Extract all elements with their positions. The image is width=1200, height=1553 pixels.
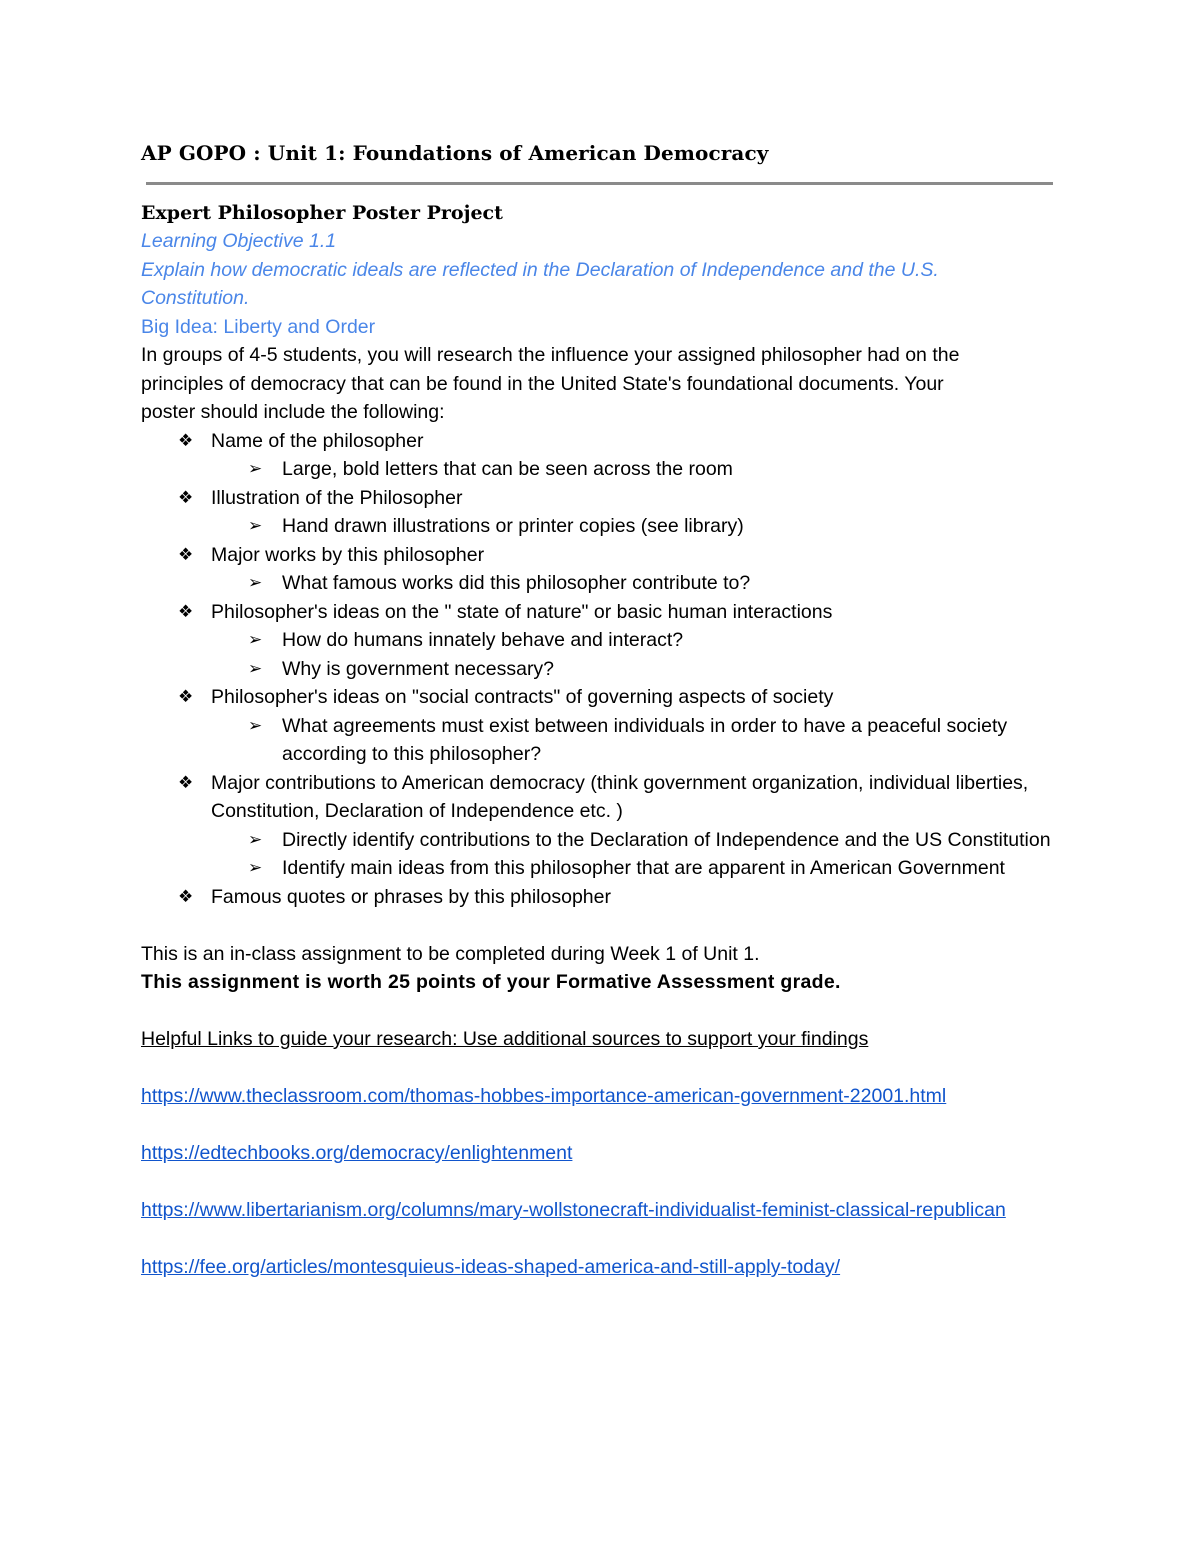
intro-paragraph-line1: In groups of 4-5 students, you will research the influence your assigned philosopher had on the bbox=[141, 344, 960, 366]
diamond-bullet-icon: ❖ bbox=[178, 544, 194, 564]
requirement-text: Major contributions to American democracy (think government organization, individual liberties, Constitution, Declaration of Independence etc. ) bbox=[211, 771, 1029, 822]
diamond-bullet-icon: ❖ bbox=[178, 687, 194, 706]
resource-link[interactable]: https://www.theclassroom.com/thomas-hobbes-importance-american-government-22001.html bbox=[141, 1085, 947, 1107]
requirement-item bbox=[141, 769, 1061, 826]
diamond-bullet-icon: ❖ bbox=[178, 772, 194, 792]
sub-requirement-item bbox=[141, 854, 1061, 883]
requirement-item bbox=[141, 683, 1061, 712]
sub-requirement-text: Why is government necessary? bbox=[282, 657, 555, 680]
sub-requirement-text: How do humans innately behave and interact? bbox=[282, 629, 684, 651]
arrow-bullet-icon: ➢ bbox=[248, 829, 263, 849]
sub-requirement-item bbox=[141, 712, 1061, 769]
sub-requirement-item bbox=[141, 455, 1061, 484]
requirement-text: Major works by this philosopher bbox=[211, 543, 485, 566]
resource-link[interactable]: https://fee.org/articles/montesquieus-ideas-shaped-america-and-still-apply-today/ bbox=[141, 1256, 841, 1278]
requirement-text: Name of the philosopher bbox=[211, 429, 424, 452]
in-class-note: This is an in-class assignment to be completed during Week 1 of Unit 1. bbox=[141, 942, 760, 965]
diamond-bullet-icon: ❖ bbox=[178, 487, 194, 507]
requirement-item bbox=[141, 427, 1061, 456]
arrow-bullet-icon: ➢ bbox=[248, 658, 263, 678]
requirement-text: Philosopher's ideas on the " state of nature" or basic human interactions bbox=[211, 600, 833, 623]
sub-requirement-text: Identify main ideas from this philosopher that are apparent in American Government bbox=[282, 857, 1005, 879]
helpful-links-heading: Helpful Links to guide your research: Use additional sources to support your findings bbox=[141, 1028, 869, 1050]
document-page bbox=[141, 138, 1061, 1282]
sub-requirement-item bbox=[141, 826, 1061, 855]
sub-requirement-text: Large, bold letters that can be seen across the room bbox=[282, 458, 733, 480]
intro-paragraph-line3: poster should include the following: bbox=[141, 401, 445, 423]
sub-requirement-item bbox=[141, 626, 1061, 655]
requirement-item bbox=[141, 484, 1061, 513]
learning-objective-text-line1: Explain how democratic ideals are reflected in the Declaration of Independence and the U.S. bbox=[141, 258, 939, 281]
requirement-text: Philosopher's ideas on "social contracts" of governing aspects of society bbox=[211, 686, 834, 708]
sub-requirement-text: Hand drawn illustrations or printer copies (see library) bbox=[282, 515, 744, 537]
resource-link[interactable]: https://www.libertarianism.org/columns/mary-wollstonecraft-individualist-feminist-classical-republican bbox=[141, 1199, 1006, 1221]
requirement-text: Illustration of the Philosopher bbox=[211, 486, 463, 509]
sub-requirement-item bbox=[141, 655, 1061, 684]
requirement-text: Famous quotes or phrases by this philosopher bbox=[211, 885, 611, 908]
sub-requirement-text: Directly identify contributions to the Declaration of Independence and the US Constitution bbox=[282, 828, 1051, 851]
diamond-bullet-icon: ❖ bbox=[178, 430, 194, 450]
horizontal-rule bbox=[146, 182, 1053, 185]
big-idea: Big Idea: Liberty and Order bbox=[141, 315, 376, 338]
sub-requirement-text: What agreements must exist between individuals in order to have a peaceful society according to this philosopher? bbox=[282, 714, 1008, 765]
diamond-bullet-icon: ❖ bbox=[178, 601, 194, 621]
resource-link[interactable]: https://edtechbooks.org/democracy/enlightenment bbox=[141, 1142, 573, 1164]
sub-requirement-item bbox=[141, 512, 1061, 541]
arrow-bullet-icon: ➢ bbox=[248, 573, 263, 592]
sub-requirement-text: What famous works did this philosopher contribute to? bbox=[282, 572, 751, 594]
links-list bbox=[141, 1054, 1061, 1282]
diamond-bullet-icon: ❖ bbox=[178, 886, 194, 906]
arrow-bullet-icon: ➢ bbox=[248, 630, 263, 649]
sub-requirement-item bbox=[141, 569, 1061, 598]
learning-objective-label: Learning Objective 1.1 bbox=[141, 230, 337, 252]
arrow-bullet-icon: ➢ bbox=[248, 858, 263, 877]
arrow-bullet-icon: ➢ bbox=[248, 516, 263, 535]
learning-objective-text-line2: Constitution. bbox=[141, 287, 250, 309]
requirement-item bbox=[141, 598, 1061, 627]
requirements-list bbox=[141, 427, 1061, 912]
document-title: AP GOPO : Unit 1: Foundations of American Democracy bbox=[141, 141, 769, 165]
project-title: Expert Philosopher Poster Project bbox=[141, 202, 503, 224]
requirement-item bbox=[141, 541, 1061, 570]
requirement-item bbox=[141, 883, 1061, 912]
intro-paragraph-line2: principles of democracy that can be found in the United State's foundational documents. Your bbox=[141, 372, 944, 395]
arrow-bullet-icon: ➢ bbox=[248, 715, 263, 735]
points-note: This assignment is worth 25 points of your Formative Assessment grade. bbox=[141, 971, 841, 993]
arrow-bullet-icon: ➢ bbox=[248, 459, 263, 478]
